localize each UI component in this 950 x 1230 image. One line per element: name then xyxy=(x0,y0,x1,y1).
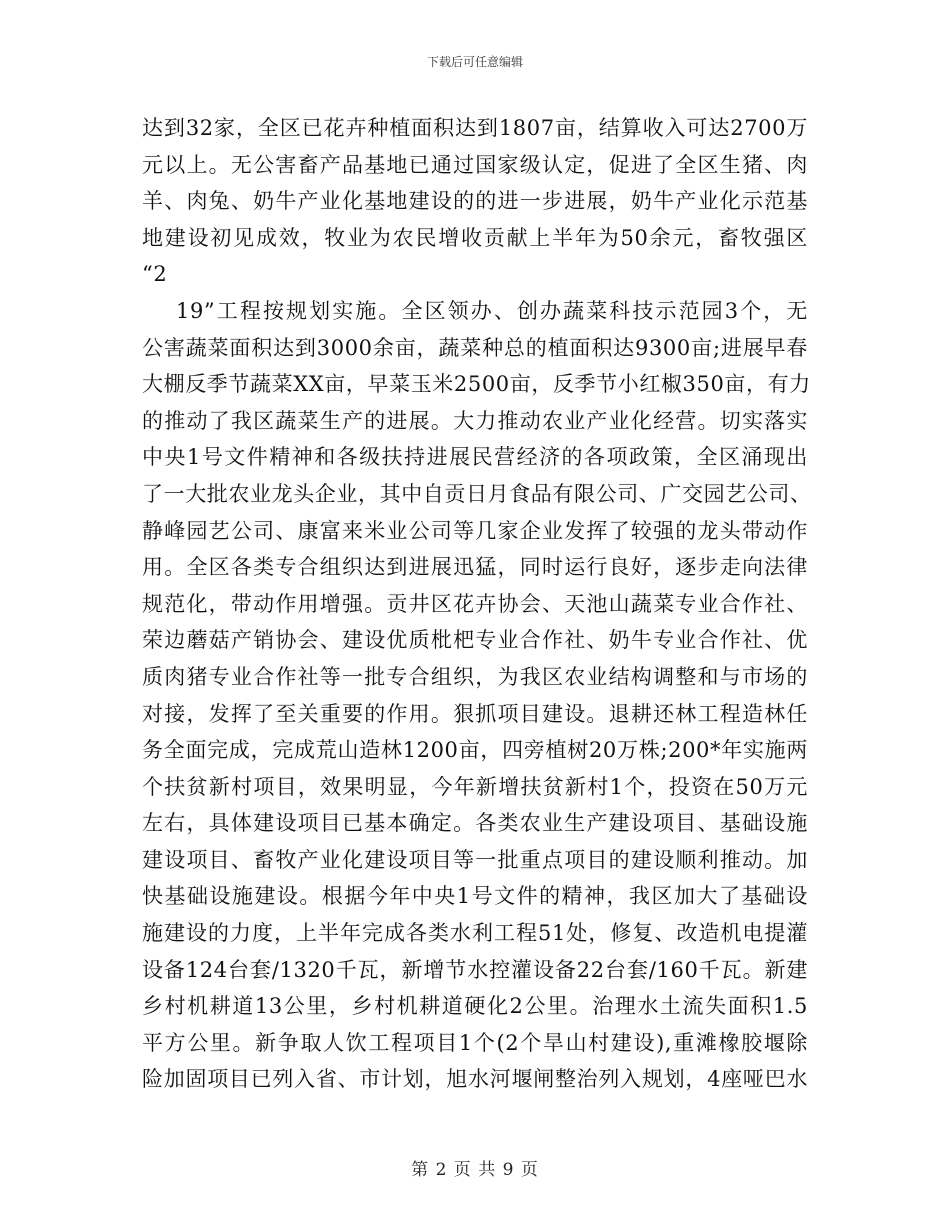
text-line: 的推动了我区蔬菜生产的进展。大力推动农业产业化经营。切实落实 xyxy=(142,408,808,433)
text-line: 乡村机耕道13公里，乡村机耕道硬化2公里。治理水土流失面积1.5 xyxy=(142,994,808,1019)
text-line: 用。全区各类专合组织达到进展迅猛，同时运行良好，逐步走向法律 xyxy=(142,555,808,580)
text-line: 建设项目、畜牧产业化建设项目等一批重点项目的建设顺利推动。加 xyxy=(142,847,808,872)
text-line: “2 xyxy=(142,262,168,287)
text-line: 达到32家，全区已花卉种植面积达到1807亩，结算收入可达2700万 xyxy=(142,116,808,140)
page-header: 下载后可任意编辑 xyxy=(426,55,523,69)
text-line: 中央1号文件精神和各级扶持进展民营经济的各项政策，全区涌现出 xyxy=(142,445,808,470)
text-line: 19”工程按规划实施。全区领办、创办蔬菜科技示范园3个，无 xyxy=(176,298,808,323)
text-line: 静峰园艺公司、康富来米业公司等几家企业发挥了较强的龙头带动作 xyxy=(142,518,808,543)
text-line: 快基础设施建设。根据今年中央1号文件的精神，我区加大了基础设 xyxy=(142,884,808,909)
page-footer: 第 2 页 共 9 页 xyxy=(411,1160,539,1180)
text-line: 左右，具体建设项目已基本确定。各类农业生产建设项目、基础设施 xyxy=(142,811,808,836)
text-line: 平方公里。新争取人饮工程项目1个(2个旱山村建设),重滩橡胶堰除 xyxy=(142,1030,808,1055)
text-line: 务全面完成，完成荒山造林1200亩，四旁植树20万株;200*年实施两 xyxy=(142,738,808,763)
text-line: 规范化，带动作用增强。贡井区花卉协会、天池山蔬菜专业合作社、 xyxy=(142,591,808,616)
document-body xyxy=(142,110,812,1098)
text-line: 施建设的力度，上半年完成各类水利工程51处，修复、改造机电提灌 xyxy=(142,921,808,946)
text-line: 个扶贫新村项目，效果明显，今年新增扶贫新村1个，投资在50万元 xyxy=(142,774,808,799)
text-line: 公害蔬菜面积达到3000余亩，蔬菜种总的植面积达9300亩;进展早春 xyxy=(142,335,808,360)
text-line: 元以上。无公害畜产品基地已通过国家级认定，促进了全区生猪、肉 xyxy=(142,152,808,177)
text-line: 险加固项目已列入省、市计划，旭水河堰闸整治列入规划，4座哑巴水 xyxy=(142,1067,808,1092)
text-line: 大棚反季节蔬菜XX亩，早菜玉米2500亩，反季节小红椒350亩，有力 xyxy=(142,372,811,397)
text-line: 地建设初见成效，牧业为农民增收贡献上半年为50余元，畜牧强区 xyxy=(142,225,808,250)
text-line: 荣边蘑菇产销协会、建设优质枇杷专业合作社、奶牛专业合作社、优 xyxy=(142,628,808,653)
text-line: 对接，发挥了至关重要的作用。狠抓项目建设。退耕还林工程造林任 xyxy=(142,701,808,726)
text-line: 了一大批农业龙头企业，其中自贡日月食品有限公司、广交园艺公司、 xyxy=(142,481,812,506)
text-line: 羊、肉兔、奶牛产业化基地建设的的进一步进展，奶牛产业化示范基 xyxy=(142,189,808,214)
text-line: 质肉猪专业合作社等一批专合组织，为我区农业结构调整和与市场的 xyxy=(142,664,808,689)
text-line: 设备124台套/1320千瓦，新增节水控灌设备22台套/160千瓦。新建 xyxy=(142,957,808,982)
